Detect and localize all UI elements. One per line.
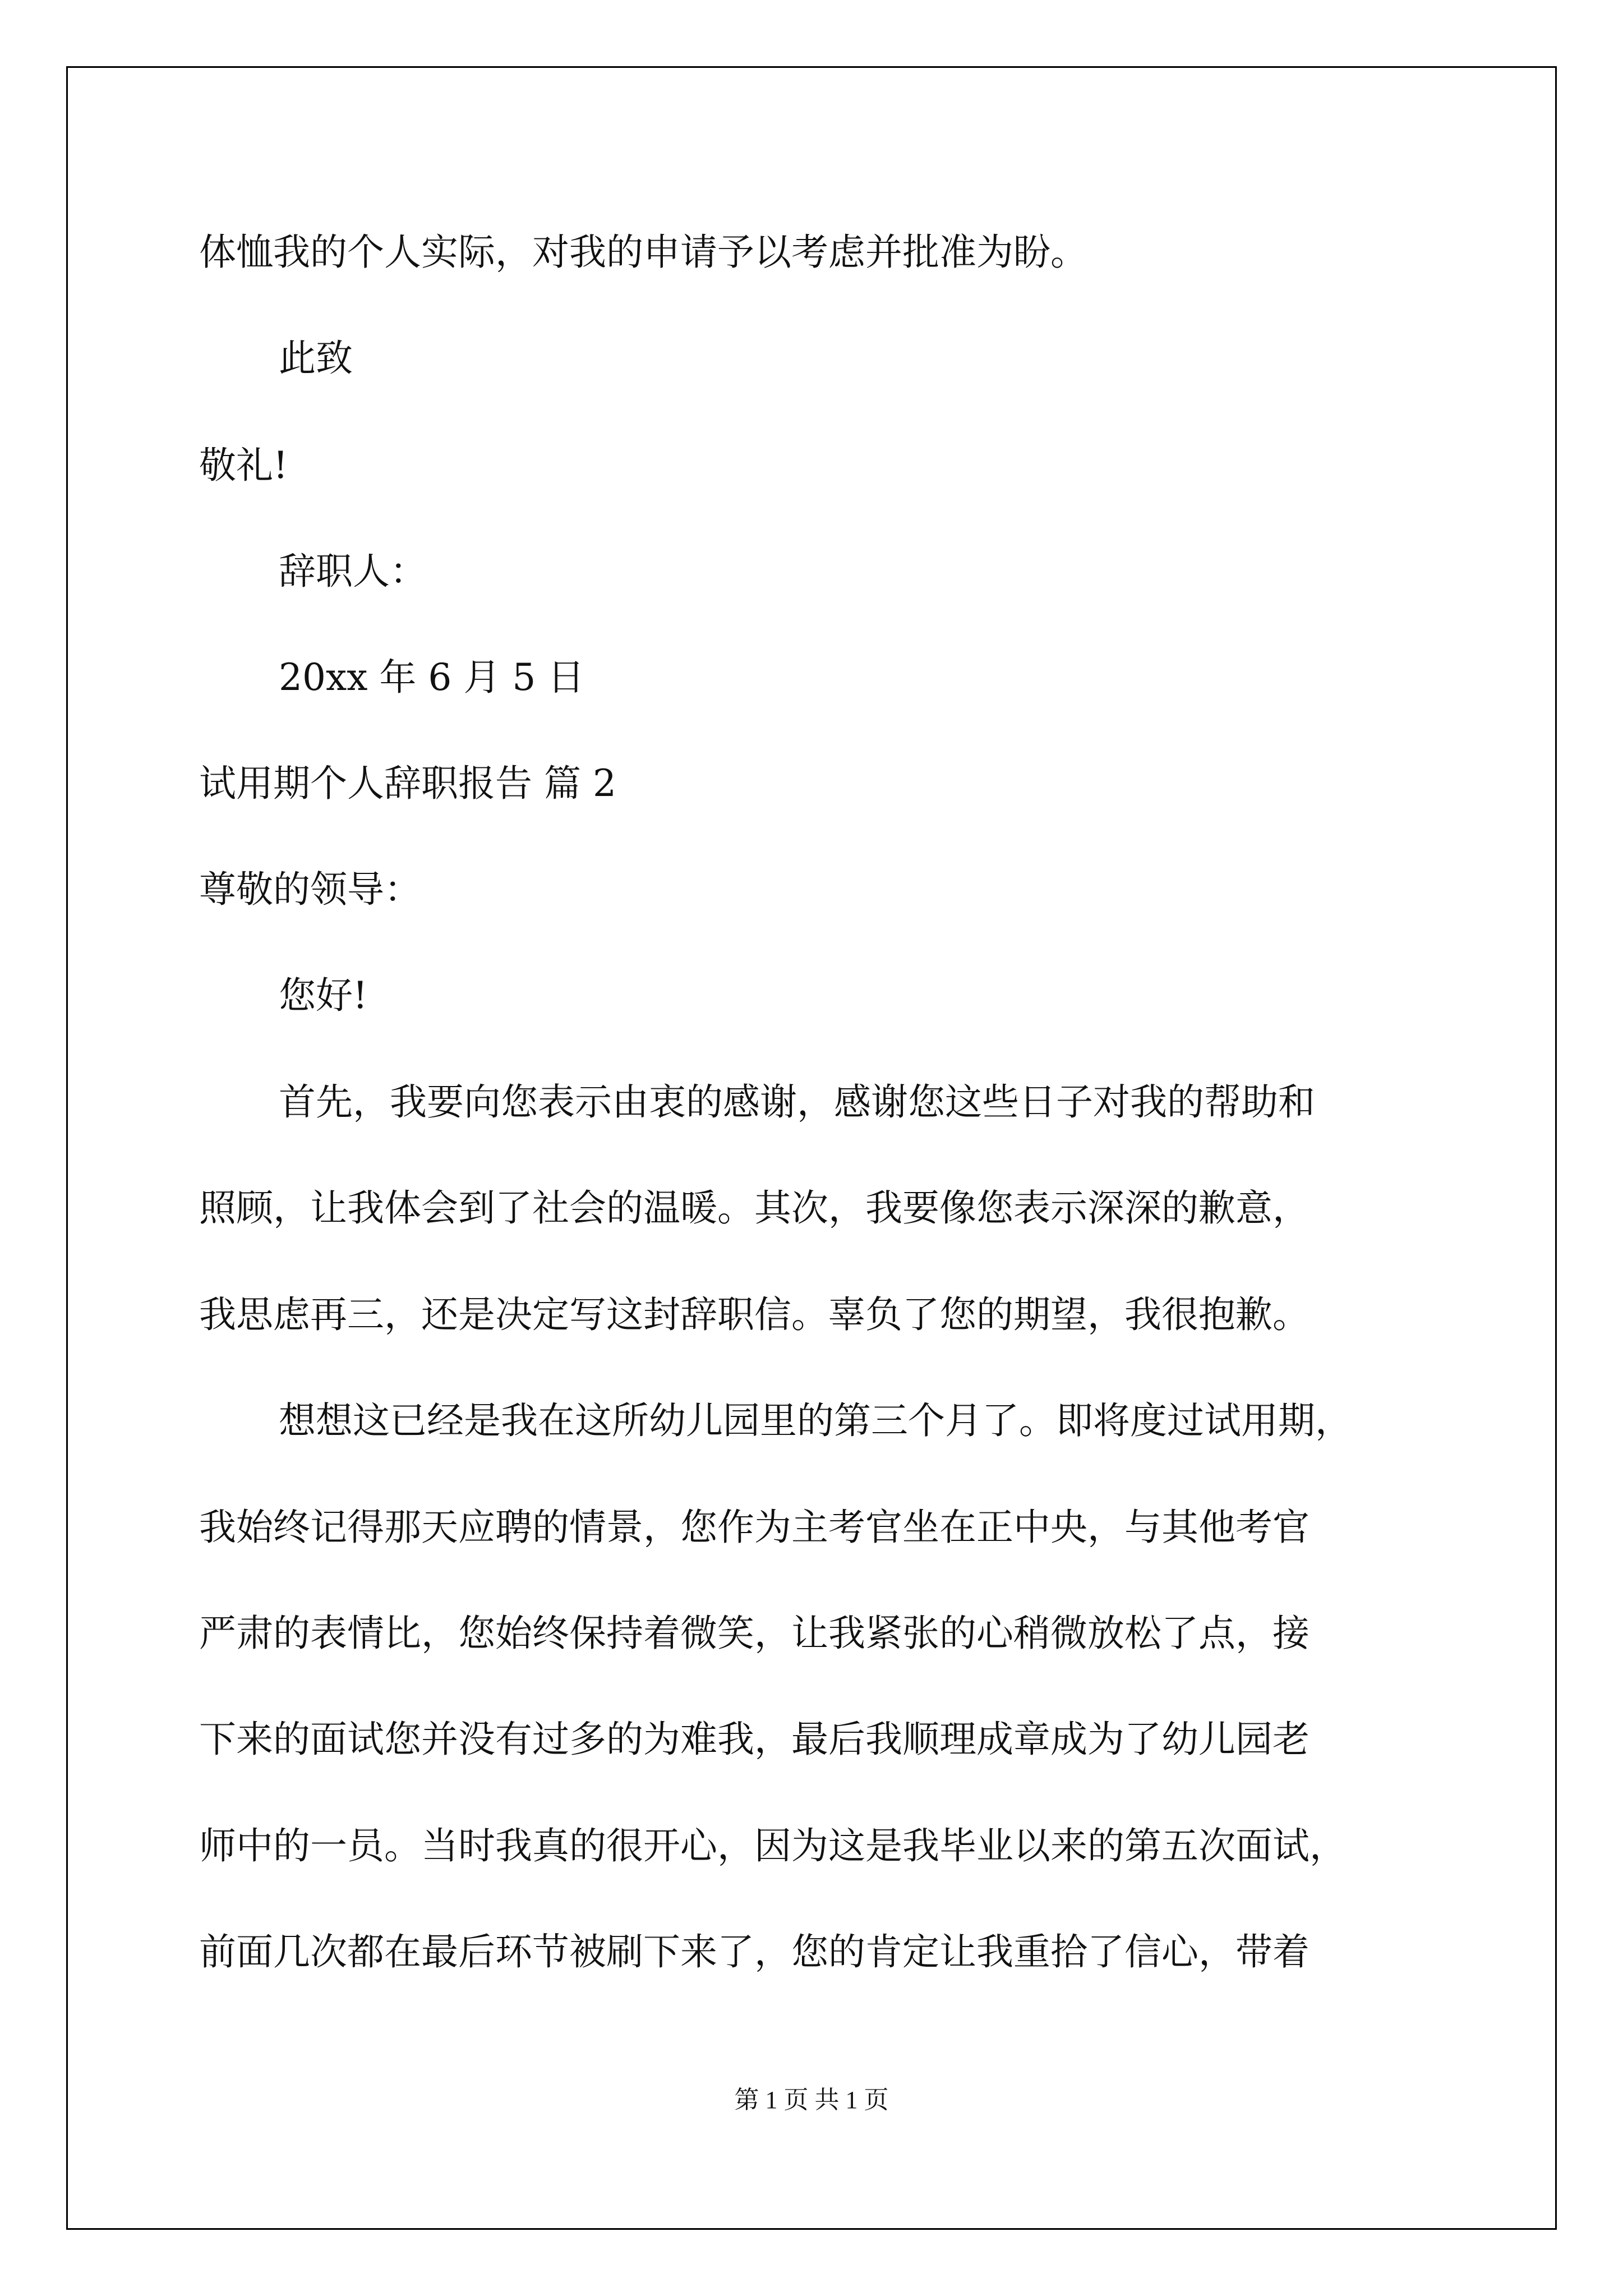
greeting-recipient: 尊敬的领导： (199, 868, 421, 911)
date-line: 20xx 年 6 月 5 日 (279, 656, 585, 699)
closing-salutation: 此致 (279, 337, 353, 380)
paragraph-1-line-1: 首先，我要向您表示由衷的感谢，感谢您这些日子对我的帮助和 (279, 1080, 1315, 1124)
paragraph-2-line-6: 前面几次都在最后环节被刷下来了，您的肯定让我重拾了信心，带着 (199, 1930, 1310, 1973)
signature-label: 辞职人： (279, 550, 427, 593)
closing-respect: 敬礼! (199, 444, 288, 487)
page-border (66, 66, 1557, 2230)
paragraph-2-line-1: 想想这已经是我在这所幼儿园里的第三个月了。即将度过试用期， (279, 1399, 1352, 1442)
paragraph-2-line-5: 师中的一员。当时我真的很开心，因为这是我毕业以来的第五次面试， (199, 1824, 1347, 1867)
paragraph-2-line-2: 我始终记得那天应聘的情景，您作为主考官坐在正中央，与其他考官 (199, 1506, 1310, 1549)
body-line-1: 体恤我的个人实际，对我的申请予以考虑并批准为盼。 (199, 231, 1087, 274)
page-number-footer: 第 1 页 共 1 页 (734, 2086, 889, 2114)
paragraph-2-line-4: 下来的面试您并没有过多的为难我，最后我顺理成章成为了幼儿园老 (199, 1718, 1310, 1761)
paragraph-2-line-3: 严肃的表情比，您始终保持着微笑，让我紧张的心稍微放松了点，接 (199, 1612, 1310, 1655)
section-title: 试用期个人辞职报告 篇 2 (199, 762, 616, 805)
greeting-hello: 您好! (279, 974, 368, 1017)
paragraph-1-line-2: 照顾，让我体会到了社会的温暖。其次，我要像您表示深深的歉意， (199, 1186, 1310, 1230)
paragraph-1-line-3: 我思虑再三，还是决定写这封辞职信。辜负了您的期望，我很抱歉。 (199, 1293, 1310, 1336)
